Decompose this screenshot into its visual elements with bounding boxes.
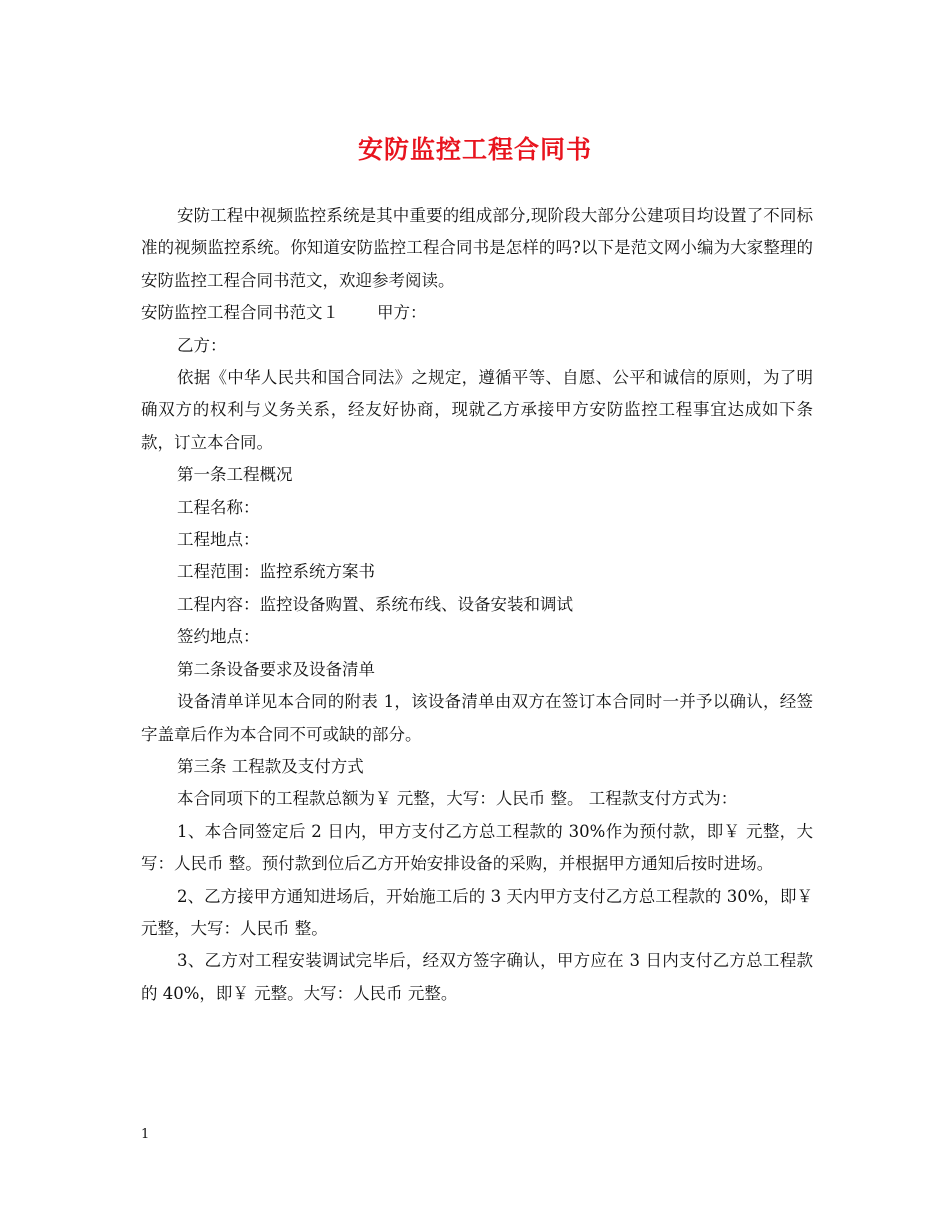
equipment-list-paragraph: 设备清单详见本合同的附表 1，该设备清单由双方在签订本合同时一并予以确认，经签字盖章后作为本合同不可或缺的部分。	[141, 692, 813, 744]
article-2-heading: 第二条设备要求及设备清单	[177, 659, 375, 679]
project-name-field: 工程名称：	[177, 497, 260, 517]
intro-paragraph: 安防工程中视频监控系统是其中重要的组成部分,现阶段大部分公建项目均设置了不同标准的视频监控系统。你知道安防监控工程合同书是怎样的吗?以下是范文网小编为大家整理的安防监控工程合同书范文，欢迎参考阅读。	[141, 206, 813, 290]
preamble-paragraph: 依据《中华人民共和国合同法》之规定，遵循平等、自愿、公平和诚信的原则，为了明确双方的权利与义务关系，经友好协商，现就乙方承接甲方安防监控工程事宜达成如下条款，订立本合同。	[141, 368, 813, 452]
party-a-label: 甲方：	[377, 303, 427, 323]
article-3-heading: 第三条 工程款及支付方式	[177, 756, 364, 776]
document-body	[141, 200, 813, 1010]
payment-clause-2: 2、乙方接甲方通知进场后，开始施工后的 3 天内甲方支付乙方总工程款的 30%，即￥ 元整，大写：人民币 整。	[141, 886, 813, 938]
project-content-field: 工程内容：监控设备购置、系统布线、设备安装和调试	[177, 594, 573, 614]
signing-location-field: 签约地点：	[177, 627, 260, 647]
payment-clause-1: 1、本合同签定后 2 日内，甲方支付乙方总工程款的 30%作为预付款，即￥ 元整，大写：人民币 整。预付款到位后乙方开始安排设备的采购，并根据甲方通知后按时进场。	[141, 821, 813, 874]
party-b-label: 乙方：	[177, 335, 227, 355]
project-scope-field: 工程范围：监控系统方案书	[177, 562, 375, 582]
document-title: 安防监控工程合同书	[357, 135, 592, 164]
article-1-heading: 第一条工程概况	[177, 465, 293, 485]
payment-clause-3: 3、乙方对工程安装调试完毕后，经双方签字确认，甲方应在 3 日内支付乙方总工程款的 40%，即￥ 元整。大写：人民币 元整。	[141, 951, 813, 1003]
page-number: 1	[141, 1127, 150, 1142]
project-location-field: 工程地点：	[177, 530, 260, 550]
payment-total-paragraph: 本合同项下的工程款总额为￥ 元整，大写：人民币 整。 工程款支付方式为：	[177, 789, 738, 809]
sample-heading: 安防监控工程合同书范文１	[141, 303, 339, 323]
sample-heading-line	[141, 297, 813, 329]
